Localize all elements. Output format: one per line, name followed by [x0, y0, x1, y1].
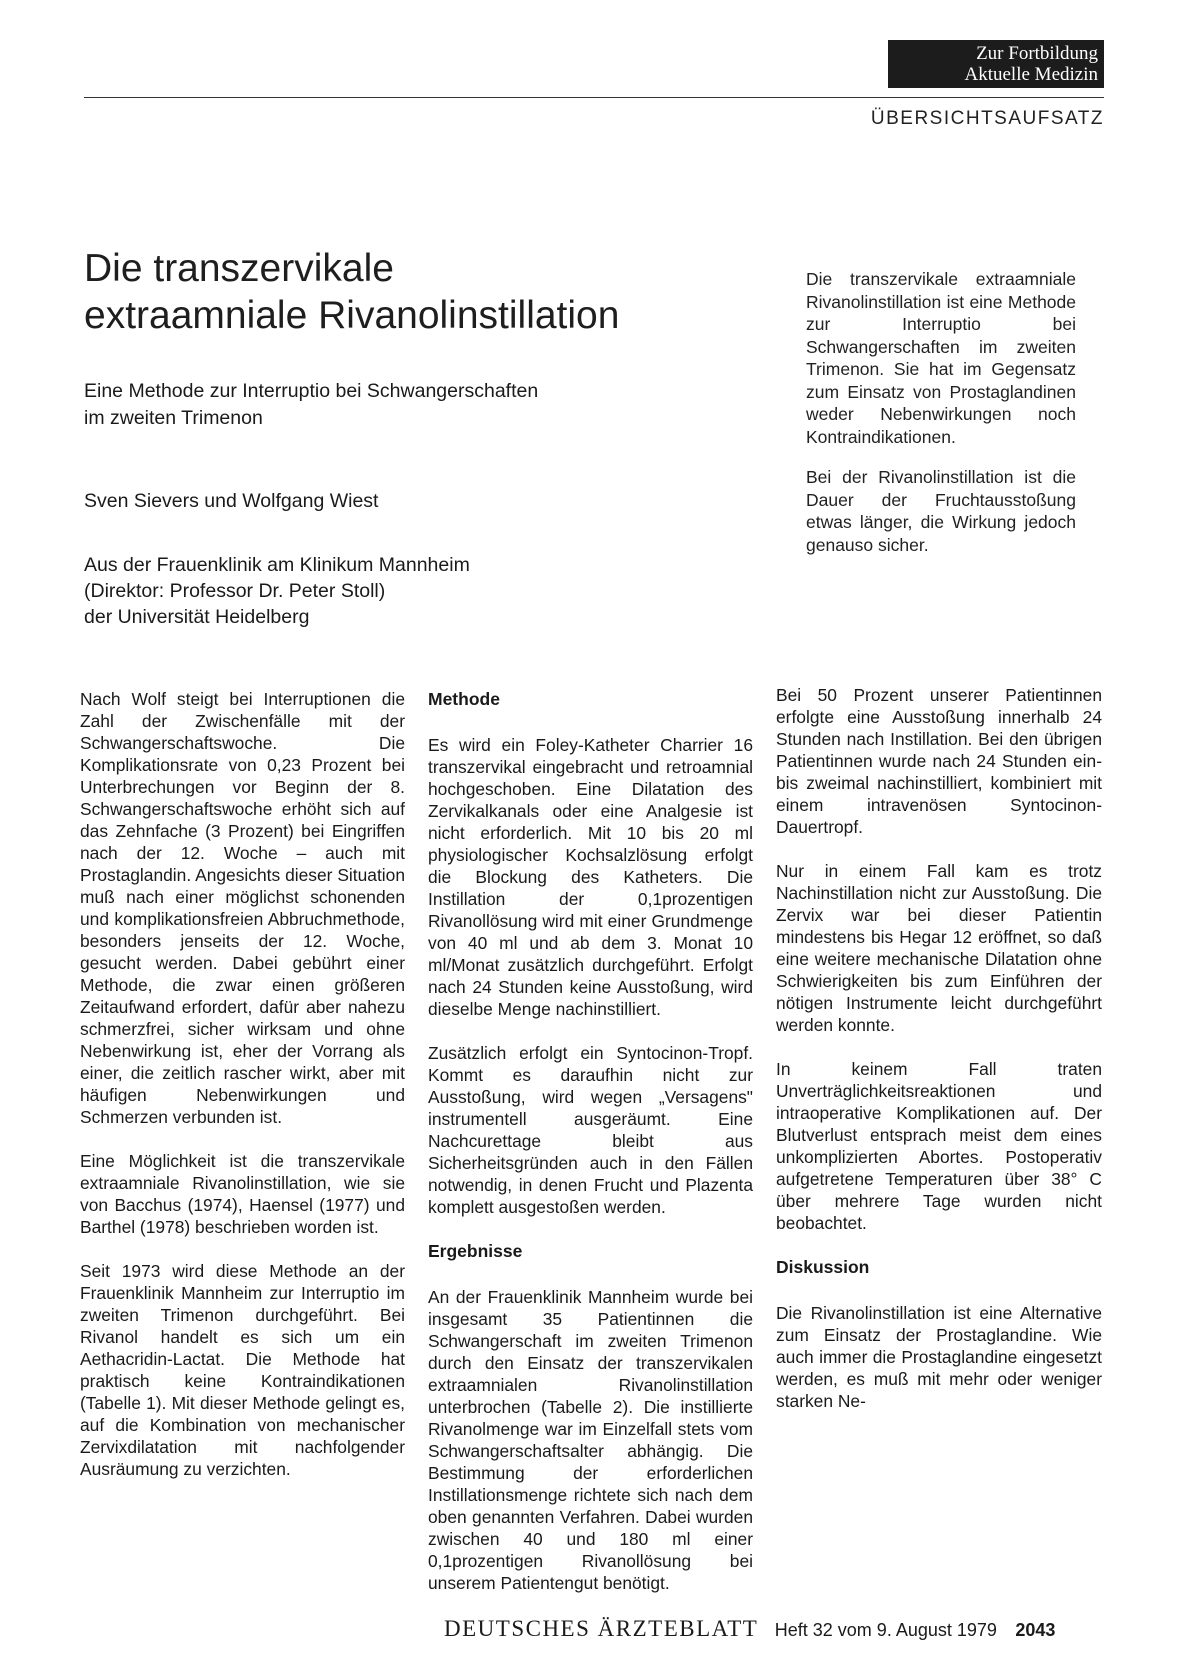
heading-ergebnisse: Ergebnisse	[428, 1241, 523, 1261]
body-paragraph: Zusätzlich erfolgt ein Syntocinon-Tropf. Kommt es daraufhin nicht zur Ausstoßung, wird wegen „Versagens" instrumentell ausgeräumt. Eine Nachcurettage bleibt aus Sicherheitsgründen auch in den Fällen notwendig, in denen Frucht und Plazenta komplett ausgestoßen werden.	[428, 1043, 753, 1217]
body-paragraph: Nur in einem Fall kam es trotz Nachinstillation nicht zur Ausstoßung. Die Zervix war bei dieser Patientin mindestens bis Hegar 12 eröffnet, so daß eine weitere mechanische Dilatation ohne Schwierigkeiten bis zum Einführen der nötigen Instrumente leicht durchgeführt werden konnte.	[776, 861, 1102, 1035]
body-paragraph: Nach Wolf steigt bei Interruptionen die Zahl der Zwischenfälle mit der Schwangerschaftswoche. Die Komplikationsrate von 0,23 Prozent bei Unterbrechungen vor Beginn der 8. Schwangerschaftswoche erhöht sich auf das Zehnfache (3 Prozent) bei Eingriffen nach der 12. Woche – auch mit Prostaglandin. Angesichts dieser Situation muß nach einer möglichst schonenden und komplikationsfreien Abbruchmethode, besonders jenseits der 12. Woche, gesucht werden. Dabei gebührt einer Methode, die zwar einen größeren Zeitaufwand erfordert, dafür aber nahezu schmerzfrei, sicher wirksam und ohne Nebenwirkung ist, eher der Vorrang als einer, die zeitlich rascher wirkt, aber mit häufigen Nebenwirkungen und Schmerzen verbunden ist.	[80, 689, 405, 1127]
affiliation-line3: der Universität Heidelberg	[84, 606, 310, 628]
page-footer	[444, 1616, 1104, 1642]
subtitle-line2: im zweiten Trimenon	[84, 407, 263, 429]
abstract-paragraph: Bei der Rivanolinstillation ist die Dauer der Fruchtausstoßung etwas länger, die Wirkung jedoch genauso sicher.	[806, 467, 1076, 555]
article-title	[84, 245, 724, 339]
affiliation-line1: Aus der Frauenklinik am Klinikum Mannheim	[84, 554, 470, 576]
body-column-1	[80, 688, 405, 1502]
affiliation-line2: (Direktor: Professor Dr. Peter Stoll)	[84, 580, 386, 602]
authors: Sven Sievers und Wolfgang Wiest	[84, 490, 379, 512]
top-rule	[84, 97, 1104, 98]
affiliation	[84, 552, 684, 630]
body-paragraph: An der Frauenklinik Mannheim wurde bei insgesamt 35 Patientinnen die Schwangerschaft im zweiten Trimenon durch den Einsatz der transzervikalen extraamnialen Rivanolinstillation unterbrochen (Tabelle 2). Die instillierte Rivanolmenge war im Einzelfall stets vom Schwangerschaftsalter abhängig. Die Bestimmung der erforderlichen Instillationsmenge richtete sich nach dem oben genannten Verfahren. Dabei wurden zwischen 40 und 180 ml einer 0,1prozentigen Rivanollösung bei unserem Patientengut benötigt.	[428, 1287, 753, 1593]
abstract	[806, 268, 1076, 574]
page-number: 2043	[1015, 1620, 1056, 1640]
body-column-2	[428, 688, 753, 1616]
journal-name: DEUTSCHES ÄRZTEBLATT	[444, 1616, 759, 1641]
issue-info: Heft 32 vom 9. August 1979	[774, 1620, 997, 1640]
body-paragraph: Bei 50 Prozent unserer Patientinnen erfolgte eine Ausstoßung innerhalb 24 Stunden nach Instillation. Bei den übrigen Patientinnen wurde nach 24 Stunden ein- bis zweimal nachinstilliert, kombiniert mit einem intravenösen Syntocinon-Dauertropf.	[776, 685, 1102, 837]
title-line1: Die transzervikale	[84, 247, 394, 290]
section-header-box	[888, 40, 1104, 88]
header-box-line1: Zur Fortbildung	[976, 43, 1098, 64]
abstract-paragraph: Die transzervikale extraamniale Rivanolinstillation ist eine Methode zur Interruptio bei Schwangerschaften im zweiten Trimenon. Sie hat im Gegensatz zum Einsatz von Prostaglandinen weder Nebenwirkungen noch Kontraindikationen.	[806, 269, 1076, 447]
subtitle-line1: Eine Methode zur Interruptio bei Schwangerschaften	[84, 380, 539, 402]
body-paragraph: Es wird ein Foley-Katheter Charrier 16 transzervikal eingebracht und retroamnial hochgeschoben. Eine Dilatation des Zervikalkanals oder eine Analgesie ist nicht erforderlich. Mit 10 bis 20 ml physiologischer Kochsalzlösung erfolgt die Blockung des Katheters. Die Instillation der 0,1prozentigen Rivanollösung wird mit einer Grundmenge von 40 ml und ab dem 3. Monat 10 ml/Monat zusätzlich durchgeführt. Erfolgt nach 24 Stunden keine Ausstoßung, wird dieselbe Menge nachinstilliert.	[428, 735, 753, 1019]
body-paragraph: In keinem Fall traten Unverträglichkeitsreaktionen und intraoperative Komplikationen auf. Der Blutverlust entsprach meist dem eines unkomplizierten Abortes. Postoperativ aufgetretene Temperaturen über 38° C über mehrere Tage wurden nicht beobachtet.	[776, 1059, 1102, 1233]
heading-methode: Methode	[428, 689, 500, 709]
body-paragraph: Eine Möglichkeit ist die transzervikale extraamniale Rivanolinstillation, wie sie von Bacchus (1974), Haensel (1977) und Barthel (1978) beschrieben worden ist.	[80, 1151, 405, 1237]
header-box-line2: Aktuelle Medizin	[964, 64, 1098, 85]
section-label: ÜBERSICHTSAUFSATZ	[870, 108, 1104, 129]
title-line2: extraamniale Rivanolinstillation	[84, 294, 620, 337]
heading-diskussion: Diskussion	[776, 1257, 870, 1277]
body-paragraph: Seit 1973 wird diese Methode an der Frauenklinik Mannheim zur Interruptio im zweiten Trimenon durchgeführt. Bei Rivanol handelt es sich um ein Aethacridin-Lactat. Die Methode hat praktisch keine Kontraindikationen (Tabelle 1). Mit dieser Methode gelingt es, auf die Kombination von mechanischer Zervixdilatation mit nachfolgender Ausräumung zu verzichten.	[80, 1261, 405, 1479]
body-column-3	[776, 684, 1102, 1434]
body-paragraph: Die Rivanolinstillation ist eine Alternative zum Einsatz der Prostaglandine. Wie auch immer die Prostaglandine eingesetzt werden, es muß mit mehr oder weniger starken Ne-	[776, 1303, 1102, 1411]
article-subtitle	[84, 378, 684, 432]
